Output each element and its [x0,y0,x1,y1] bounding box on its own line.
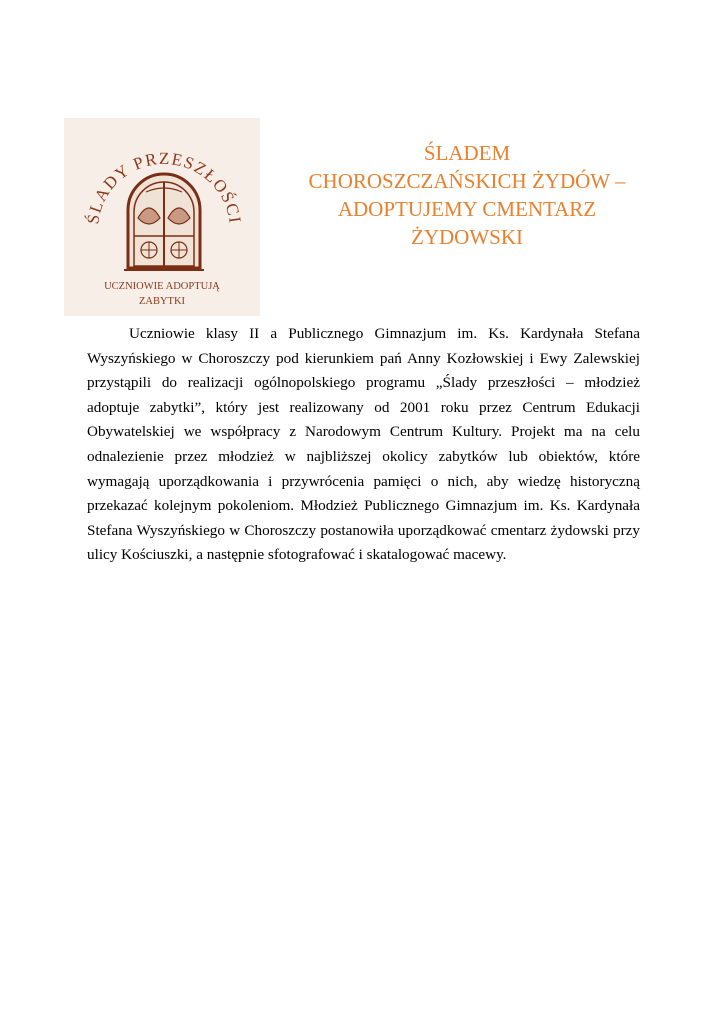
page-title [272,139,662,251]
title-line-3: ADOPTUJEMY CMENTARZ [337,197,597,221]
title-line-4: ŻYDOWSKI [411,225,523,249]
logo-arc-text: ŚLADY PRZESZŁOŚCI [83,148,245,226]
slady-przeszlosci-logo [64,118,260,316]
body-paragraph: Uczniowie klasy II a Publicznego Gimnazjum im. Ks. Kardynała Stefana Wyszyńskiego w Choroszczy pod kierunkiem pań Anny Kozłowskiej i Ewy Zalewskiej przystąpili do realizacji ogólnopolskiego programu „Ślady przeszłości – młodzież adoptuje zabytki”, który jest realizowany od 2001 roku przez Centrum Edukacji Obywatelskiej we współpracy z Narodowym Centrum Kultury. Projekt ma na celu odnalezienie przez młodzież w najbliższej okolicy zabytków lub obiektów, które wymagają uporządkowania i przywrócenia pamięci o nich, aby wiedzę historyczną przekazać kolejnym pokoleniom. Młodzież Publicznego Gimnazjum im. Ks. Kardynała Stefana Wyszyńskiego w Choroszczy postanowiła uporządkować cmentarz żydowski przy ulicy Kościuszki, a następnie sfotografować i skatalogować macewy. [87,325,640,564]
logo-graphic [64,118,260,316]
logo-line1: UCZNIOWIE ADOPTUJĄ [104,281,220,292]
arched-window-icon [124,174,204,270]
logo-line2: ZABYTKI [138,296,186,307]
title-line-2: CHOROSZCZAŃSKICH ŻYDÓW – [308,169,626,193]
title-line-1: ŚLADEM [423,141,511,165]
